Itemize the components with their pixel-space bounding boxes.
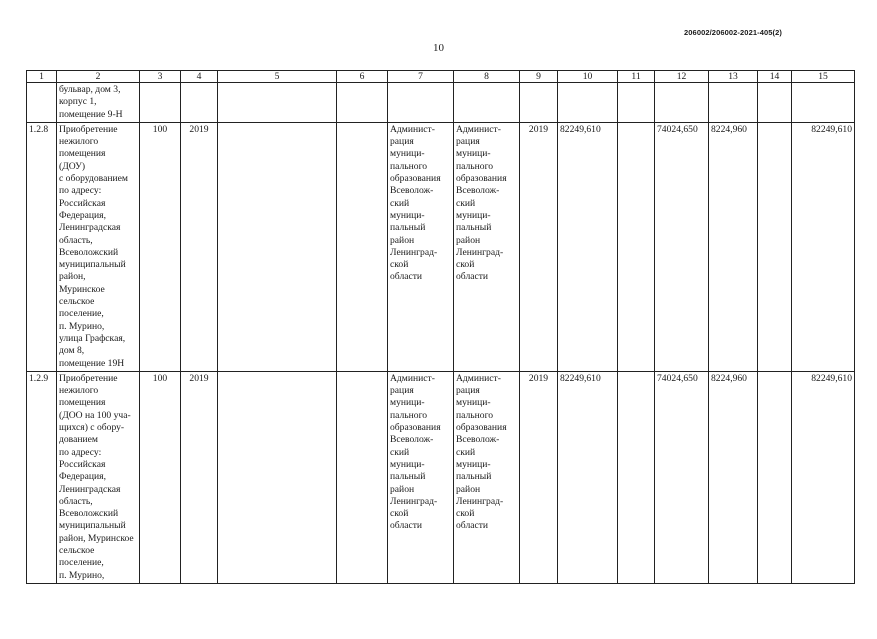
capacity-value: 100 (140, 122, 181, 371)
cell-col11 (618, 371, 655, 583)
cell-col5 (218, 83, 337, 123)
cell-col14 (758, 122, 792, 371)
cell-col11 (618, 83, 655, 123)
column-header: 13 (709, 71, 758, 83)
column-header: 8 (454, 71, 520, 83)
cell-col6 (337, 371, 388, 583)
amount-col15: 82249,610 (792, 122, 855, 371)
executor-name: Админист- рация муници- пального образования Всеволож- ский муници- пальный район Ленинград- ской области (454, 371, 520, 583)
amount-col12: 74024,650 (655, 371, 709, 583)
customer-name: Админист- рация муници- пального образования Всеволож- ский муници- пальный район Ленинград- ской области (388, 122, 454, 371)
amount-col15: 82249,610 (792, 371, 855, 583)
year-value: 2019 (181, 371, 218, 583)
column-header: 6 (337, 71, 388, 83)
executor-name: Админист- рация муници- пального образования Всеволож- ский муници- пальный район Ленинград- ской области (454, 122, 520, 371)
cell-col12 (655, 83, 709, 123)
column-header: 7 (388, 71, 454, 83)
table-row (27, 83, 855, 123)
customer-name: Админист- рация муници- пального образования Всеволож- ский муници- пальный район Ленинград- ской области (388, 371, 454, 583)
object-description: Приобретение нежилого помещения (ДОО на 100 уча- щихся) с обору- дованием по адресу: Российская Федерация, Ленинградская область, Всеволожский муниципальный район, Муринское сельское поселение, п. Мурино, (57, 371, 140, 583)
year-value: 2019 (181, 122, 218, 371)
object-description: Приобретение нежилого помещения (ДОУ) с оборудованием по адресу: Российская Федерация, Ленинградская область, Всеволожский муниципальный район, Муринское сельское поселение, п. Мурино, улица Графская, дом 8, помещение 19Н (57, 122, 140, 371)
cell-col15 (792, 83, 855, 123)
cell-col5 (218, 122, 337, 371)
column-header: 4 (181, 71, 218, 83)
total-amount: 82249,610 (558, 122, 618, 371)
column-header: 11 (618, 71, 655, 83)
cell-col10 (558, 83, 618, 123)
amount-col12: 74024,650 (655, 122, 709, 371)
column-header: 2 (57, 71, 140, 83)
column-number-row (27, 71, 855, 83)
cell-col5 (218, 371, 337, 583)
column-header: 3 (140, 71, 181, 83)
year-value: 2019 (520, 122, 558, 371)
cell-col14 (758, 83, 792, 123)
amount-col13: 8224,960 (709, 371, 758, 583)
column-header: 9 (520, 71, 558, 83)
data-table (26, 70, 855, 584)
row-number: 1.2.8 (27, 122, 57, 371)
cell-col3 (140, 83, 181, 123)
column-header: 1 (27, 71, 57, 83)
cell-col9 (520, 83, 558, 123)
column-header: 5 (218, 71, 337, 83)
column-header: 10 (558, 71, 618, 83)
object-description: бульвар, дом 3, корпус 1, помещение 9-Н (57, 83, 140, 123)
row-number: 1.2.9 (27, 371, 57, 583)
year-value: 2019 (520, 371, 558, 583)
column-header: 15 (792, 71, 855, 83)
cell-col6 (337, 83, 388, 123)
table-row (27, 122, 855, 371)
total-amount: 82249,610 (558, 371, 618, 583)
column-header: 14 (758, 71, 792, 83)
cell-col13 (709, 83, 758, 123)
cell-col7 (388, 83, 454, 123)
cell-col11 (618, 122, 655, 371)
table-row (27, 371, 855, 583)
cell-col6 (337, 122, 388, 371)
cell-col14 (758, 371, 792, 583)
capacity-value: 100 (140, 371, 181, 583)
cell-col4 (181, 83, 218, 123)
document-code: 206002/206002-2021-405(2) (684, 28, 782, 37)
amount-col13: 8224,960 (709, 122, 758, 371)
page-number: 10 (433, 42, 444, 54)
row-number (27, 83, 57, 123)
column-header: 12 (655, 71, 709, 83)
cell-col8 (454, 83, 520, 123)
